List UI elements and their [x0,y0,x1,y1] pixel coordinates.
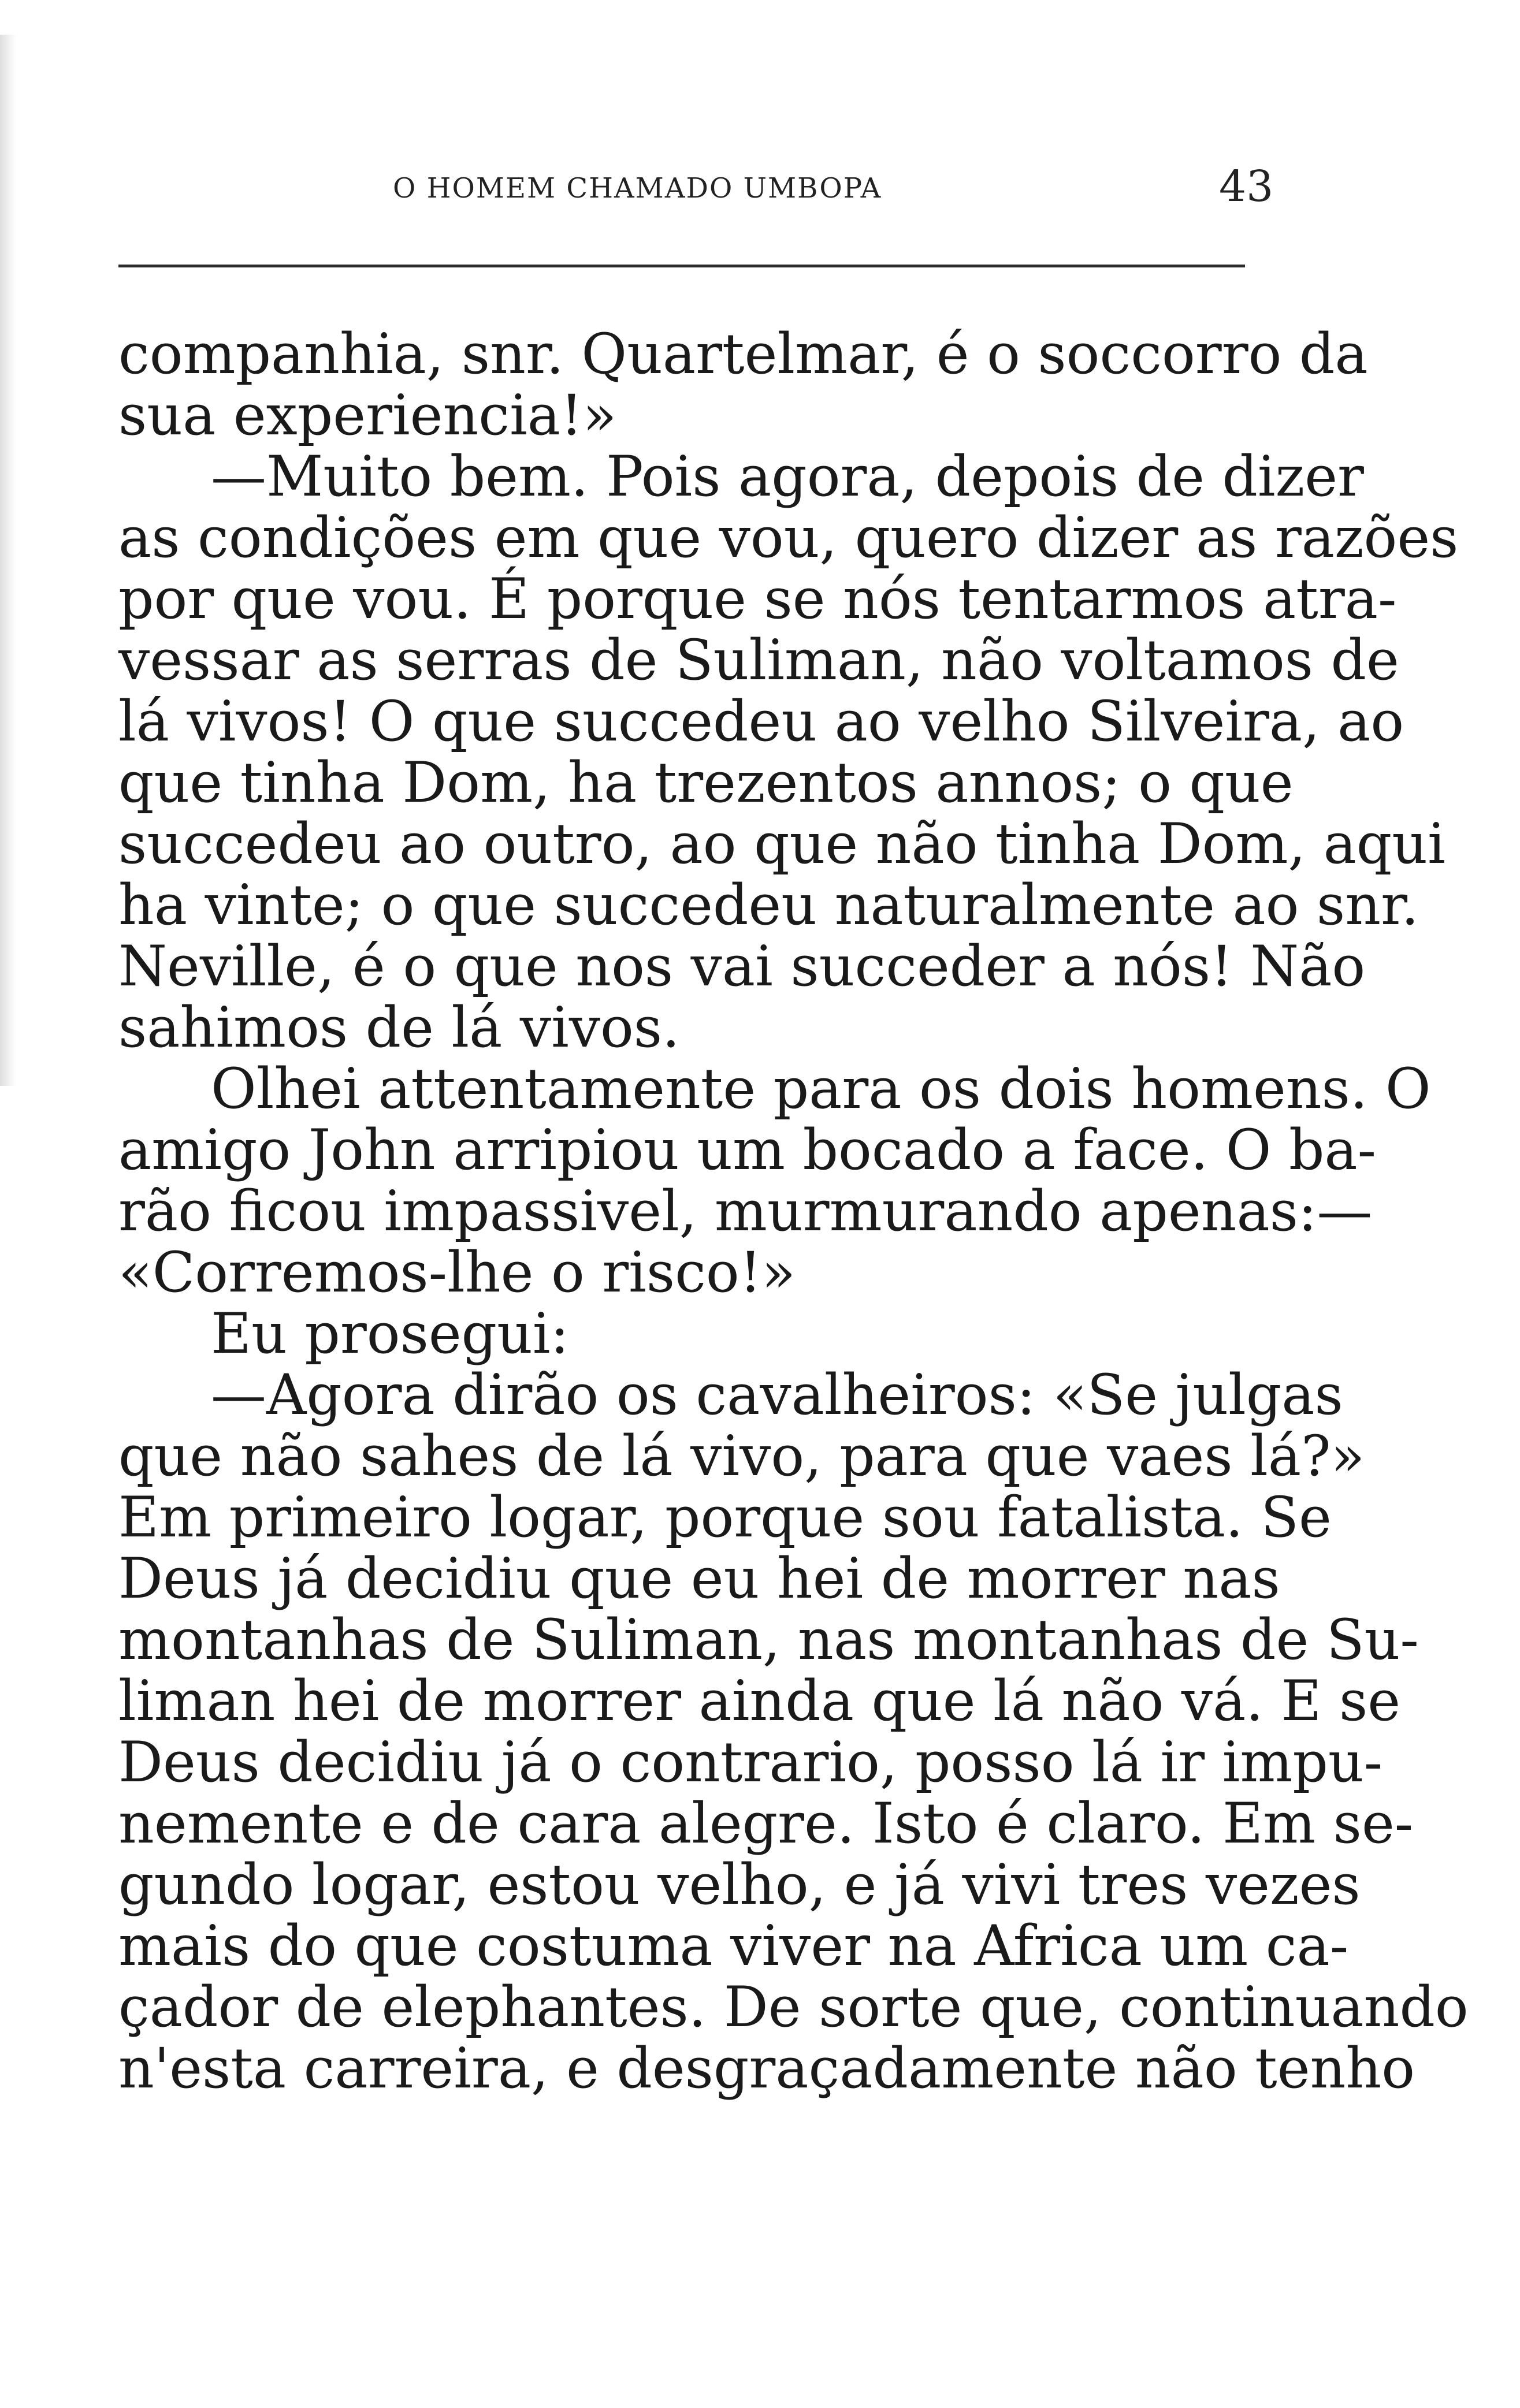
text-line: Em primeiro logar, porque sou fatalista. Se [118,1485,1332,1550]
text-line: gundo logar, estou velho, e já vivi tres vezes [118,1852,1361,1917]
text-line: ha vinte; o que succedeu naturalmente ao snr. [118,873,1419,937]
text-line: mais do que costuma viver na Africa um ca- [118,1914,1349,1978]
gutter-shadow [0,35,16,1086]
text-line: Eu prosegui: [211,1301,569,1366]
text-line: liman hei de morrer ainda que lá não vá. E se [118,1669,1401,1733]
text-line: montanhas de Suliman, nas montanhas de Su- [118,1607,1419,1672]
running-title: O HOMEM CHAMADO UMBOPA [393,172,882,204]
text-line: n'esta carreira, e desgraçadamente não tenho [118,2036,1415,2101]
text-line: «Corremos-lhe o risco!» [118,1240,796,1305]
text-line: amigo John arripiou um bocado a face. O ba- [118,1118,1377,1182]
text-line: —Muito bem. Pois agora, depois de dizer [211,444,1364,509]
text-line: Neville, é o que nos vai succeder a nós! Não [118,934,1366,999]
text-line: que tinha Dom, ha trezentos annos; o que [118,750,1294,815]
text-line: vessar as serras de Suliman, não voltamos de [118,628,1399,693]
text-line: Olhei attentamente para os dois homens. O [211,1056,1431,1121]
text-line: Deus já decidiu que eu hei de morrer nas [118,1546,1280,1611]
text-line: sahimos de lá vivos. [118,995,680,1060]
text-line: as condições em que vou, quero dizer as razões [118,505,1459,570]
page-number: 43 [1219,162,1274,211]
text-line: succedeu ao outro, ao que não tinha Dom, aqui [118,812,1445,876]
text-line: que não sahes de lá vivo, para que vaes lá?» [118,1424,1365,1488]
text-line: Deus decidiu já o contrario, posso lá ir impu- [118,1730,1383,1795]
text-line: —Agora dirão os cavalheiros: «Se julgas [211,1363,1343,1427]
text-line: nemente e de cara alegre. Isto é claro. Em se- [118,1791,1414,1856]
text-line: rão ficou impassivel, murmurando apenas:— [118,1179,1373,1244]
body-text [118,322,1469,2101]
text-line: lá vivos! O que succedeu ao velho Silveira, ao [118,689,1404,754]
text-line: companhia, snr. Quartelmar, é o soccorro da [118,322,1368,386]
text-line: çador de elephantes. De sorte que, continuando [118,1975,1469,2039]
header-rule [118,265,1245,267]
text-line: sua experiencia!» [118,383,617,448]
text-line: por que vou. É porque se nós tentarmos atra- [118,567,1397,631]
